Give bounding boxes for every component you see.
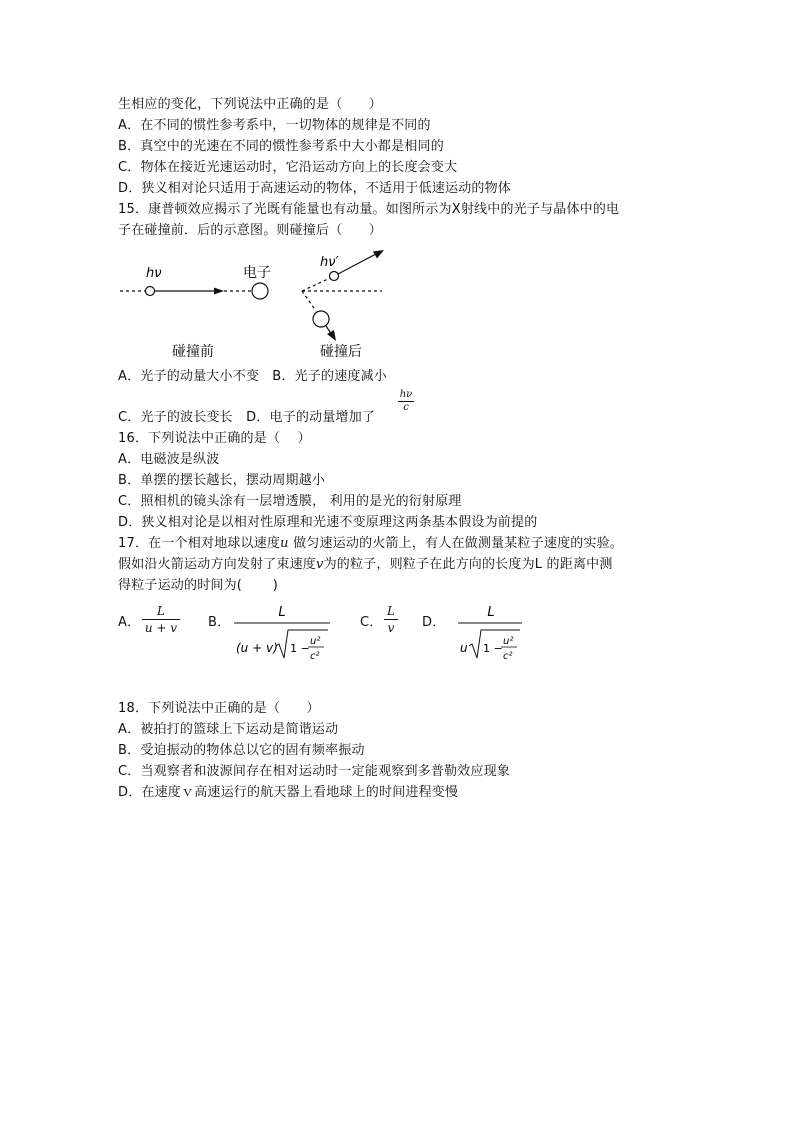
formula-b-c2: c² xyxy=(310,651,320,662)
q17-option-a-fraction xyxy=(142,603,180,636)
q17-stem-text-1: 17．在一个相对地球以速度 xyxy=(118,536,281,551)
q14-stem: 生相应的变化，下列说法中正确的是（ ） xyxy=(118,97,383,112)
q17-symbol-u: u xyxy=(280,536,289,551)
fraction-numerator: L xyxy=(157,604,165,618)
q18-option-d: D．在速度ｖ高速运行的航天器上看地球上的时间进程变慢 xyxy=(118,785,459,800)
q18-option-c: C．当观察者和波源间存在相对运动时一定能观察到多普勒效应现象 xyxy=(118,764,511,779)
scattered-photon-arrow-head xyxy=(373,250,384,259)
q18-stem: 18．下列说法中正确的是（ ） xyxy=(118,701,320,716)
q17-label-d: D． xyxy=(422,615,446,630)
q18-option-a: A．被拍打的篮球上下运动是简谐运动 xyxy=(118,722,339,737)
compton-scattering-figure xyxy=(112,248,402,364)
recoil-electron-arrow-head xyxy=(327,330,336,341)
formula-b-u2: u² xyxy=(310,636,321,647)
fraction-denominator: u + v xyxy=(144,621,178,635)
q17-option-b-formula xyxy=(232,602,332,666)
q17-stem-line1 xyxy=(118,535,623,553)
photon-arrow-head xyxy=(214,288,224,295)
electron-before xyxy=(252,283,268,299)
photon-before xyxy=(146,287,155,296)
q15-options-cd: C．光子的波长变长 D．电子的动量增加了 xyxy=(118,410,376,425)
photon-after-label: hν′ xyxy=(320,255,339,270)
q17-symbol-v: v xyxy=(316,557,324,572)
q15-options-ab: A．光子的动量大小不变 B．光子的速度减小 xyxy=(118,369,388,384)
formula-b-numerator: L xyxy=(278,605,286,620)
q16-option-c: C．照相机的镜头涂有一层增透膜， 利用的是光的衍射原理 xyxy=(118,494,462,509)
formula-b-prefix: (u + v) xyxy=(236,641,278,655)
q16-option-b: B．单摆的摆长越长，摆动周期越小 xyxy=(118,473,326,488)
caption-after: 碰撞后 xyxy=(320,344,362,360)
q17-stem-line2 xyxy=(118,556,613,574)
scattered-photon-path-dashed xyxy=(302,278,330,291)
formula-b-one-minus: 1 − xyxy=(290,642,310,655)
q16-option-d: D．狭义相对论是以相对性原理和光速不变原理这两条基本假设为前提的 xyxy=(118,515,538,530)
photon-after xyxy=(330,272,339,281)
formula-d-u2: u² xyxy=(503,636,514,647)
photon-before-label: hν xyxy=(146,266,162,281)
formula-d-prefix: u xyxy=(460,641,468,655)
fraction-denominator: v xyxy=(387,621,395,635)
q17-stem-text-2: 做匀速运动的火箭上，有人在做测量某粒子速度的实验。 xyxy=(288,536,624,551)
q15-stem-line2: 子在碰撞前．后的示意图。则碰撞后（ ） xyxy=(118,223,383,238)
q17-stem-text-4: 为的粒子，则粒子在此方向的长度为L 的距离中测 xyxy=(323,557,613,572)
scattered-photon-arrow-line xyxy=(338,254,376,274)
q17-label-b: B． xyxy=(208,615,231,630)
q15-option-d-fraction xyxy=(398,389,414,414)
q14-option-a: A．在不同的惯性参考系中，一切物体的规律是不同的 xyxy=(118,118,431,133)
fraction-numerator: L xyxy=(387,604,395,618)
formula-d-c2: c² xyxy=(503,651,513,662)
electron-label: 电子 xyxy=(243,265,271,281)
q15-stem-line1: 15．康普顿效应揭示了光既有能量也有动量。如图所示为X射线中的光子与晶体中的电 xyxy=(118,202,620,217)
q16-stem: 16．下列说法中正确的是（ ） xyxy=(118,431,311,446)
q14-option-d: D．狭义相对论只适用于高速运动的物体，不适用于低速运动的物体 xyxy=(118,181,512,196)
fraction-numerator: hν xyxy=(399,389,413,400)
q17-label-c: C． xyxy=(360,615,383,630)
q14-option-b: B．真空中的光速在不同的惯性参考系中大小都是相同的 xyxy=(118,139,444,154)
q17-label-a: A． xyxy=(118,615,141,630)
q16-option-a: A．电磁波是纵波 xyxy=(118,452,220,467)
q17-stem-text-3: 假如沿火箭运动方向发射了束速度 xyxy=(118,557,317,572)
q17-stem-line3: 得粒子运动的时间为( ) xyxy=(118,578,279,593)
fraction-denominator: c xyxy=(403,402,409,413)
formula-d-one-minus: 1 − xyxy=(483,642,503,655)
electron-after xyxy=(313,311,329,327)
caption-before: 碰撞前 xyxy=(172,344,214,360)
q17-option-c-fraction xyxy=(384,603,398,636)
q14-option-c: C．物体在接近光速运动时，它沿运动方向上的长度会变大 xyxy=(118,160,458,175)
q17-option-d-formula xyxy=(456,602,526,666)
formula-d-numerator: L xyxy=(487,605,495,620)
q18-option-b: B．受迫振动的物体总以它的固有频率振动 xyxy=(118,743,365,758)
recoil-electron-path-dashed xyxy=(302,291,316,311)
